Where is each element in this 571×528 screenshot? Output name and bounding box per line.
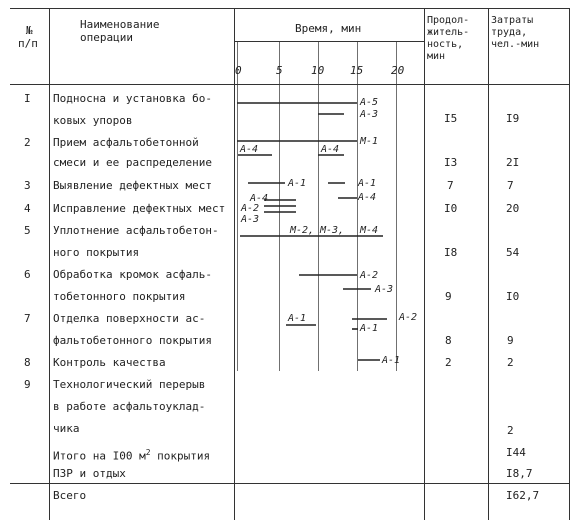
row-operation-line: смеси и ее распределение	[53, 156, 212, 169]
gantt-label: А-1	[382, 355, 401, 366]
summary-label-text: Итого на I00 м	[53, 449, 146, 463]
gantt-label: А-2	[360, 270, 379, 281]
gantt-label: А-1	[360, 323, 379, 334]
header-labor-3: чел.-мин	[491, 39, 540, 50]
gantt-label: А-4	[250, 193, 269, 204]
summary-label: ПЗР и отдых	[53, 467, 126, 480]
summary-labor: I8,7	[506, 467, 533, 480]
gantt-label: А-2	[241, 203, 260, 214]
row-operation-line: Исправление дефектных мест	[53, 202, 226, 215]
row-operation-line: чика	[53, 422, 80, 435]
gantt-label: А-1	[288, 313, 307, 324]
row-operation-line: в работе асфальтоуклад-	[53, 400, 206, 413]
row-duration: I5	[444, 112, 458, 125]
scale-label-10: 10	[311, 64, 325, 77]
summary-labor: I44	[506, 446, 526, 459]
row-duration: 2	[445, 356, 452, 369]
row-operation-line: Выявление дефектных мест	[53, 179, 212, 192]
row-operation-line: Прием асфальтобетонной	[53, 136, 199, 149]
row-duration: I8	[444, 246, 458, 259]
gantt-label: А-4	[321, 144, 340, 155]
header-duration-4: мин	[427, 51, 446, 62]
gantt-label: М-2,	[290, 225, 315, 236]
row-num: 7	[24, 312, 31, 325]
gantt-label: А-3	[375, 284, 394, 295]
row-num: 5	[24, 224, 31, 237]
row-operation-line: ного покрытия	[53, 246, 140, 259]
scale-label-0: 0	[235, 64, 242, 77]
gantt-label: А-2	[399, 312, 418, 323]
row-duration: 9	[445, 290, 452, 303]
scale-label-20: 20	[391, 64, 405, 77]
row-num: 9	[24, 378, 31, 391]
row-operation-line: Подносна и установка бо-	[53, 92, 212, 105]
row-operation-line: Контроль качества	[53, 356, 166, 369]
gantt-label: А-4	[240, 144, 259, 155]
gantt-label: М-1	[360, 136, 379, 147]
row-labor: 2I	[506, 156, 520, 169]
row-operation-line: Уплотнение асфальтобетон-	[53, 224, 219, 237]
row-num: 2	[24, 136, 31, 149]
row-labor: 54	[506, 246, 520, 259]
row-num: 6	[24, 268, 31, 281]
gantt-label: А-3	[241, 214, 260, 225]
row-duration: I3	[444, 156, 458, 169]
row-operation-line: фальтобетонного покрытия	[53, 334, 212, 347]
summary-label-after: покрытия	[150, 449, 211, 463]
header-time: Время, мин	[295, 22, 362, 35]
row-labor: I0	[506, 290, 520, 303]
header-operation-2: операции	[80, 31, 133, 44]
header-duration-1: Продол-	[427, 15, 470, 26]
row-duration: I0	[444, 202, 458, 215]
row-num: 8	[24, 356, 31, 369]
total-labor: I62,7	[506, 489, 540, 502]
total-label: Всего	[53, 489, 87, 502]
header-labor-1: Затраты	[491, 15, 534, 26]
row-num: I	[24, 92, 31, 105]
gantt-label: А-3	[360, 109, 379, 120]
row-labor: 2	[507, 356, 514, 369]
header-duration-2: житель-	[427, 27, 470, 38]
row-operation-line: Обработка кромок асфаль-	[53, 268, 212, 281]
header-num-sub: п/п	[18, 37, 38, 50]
header-num: №	[26, 24, 33, 37]
row-duration: 8	[445, 334, 452, 347]
row-num: 3	[24, 179, 31, 192]
row-num: 4	[24, 202, 31, 215]
row-operation-line: ковых упоров	[53, 114, 133, 127]
row-operation-line: Технологический перерыв	[53, 378, 206, 391]
gantt-label: А-1	[358, 178, 377, 189]
row-labor: 7	[507, 179, 514, 192]
scale-label-5: 5	[276, 64, 283, 77]
row-operation-line: Отделка поверхности ас-	[53, 312, 206, 325]
row-labor: 9	[507, 334, 514, 347]
header-labor-2: труда,	[491, 27, 528, 38]
row-labor: 20	[506, 202, 520, 215]
gantt-label: М-4	[360, 225, 379, 236]
scale-label-15: 15	[350, 64, 364, 77]
gantt-label: А-4	[358, 192, 377, 203]
summary-label-sup: 2	[145, 448, 151, 457]
row-labor: 2	[507, 424, 514, 437]
header-duration-3: ность,	[427, 39, 464, 50]
row-operation-line: тобетонного покрытия	[53, 290, 186, 303]
gantt-label: А-5	[360, 97, 379, 108]
row-labor: I9	[506, 112, 520, 125]
gantt-label: М-3,	[320, 225, 345, 236]
header-operation-1: Наименование	[80, 18, 160, 31]
row-duration: 7	[447, 179, 454, 192]
gantt-label: А-1	[288, 178, 307, 189]
